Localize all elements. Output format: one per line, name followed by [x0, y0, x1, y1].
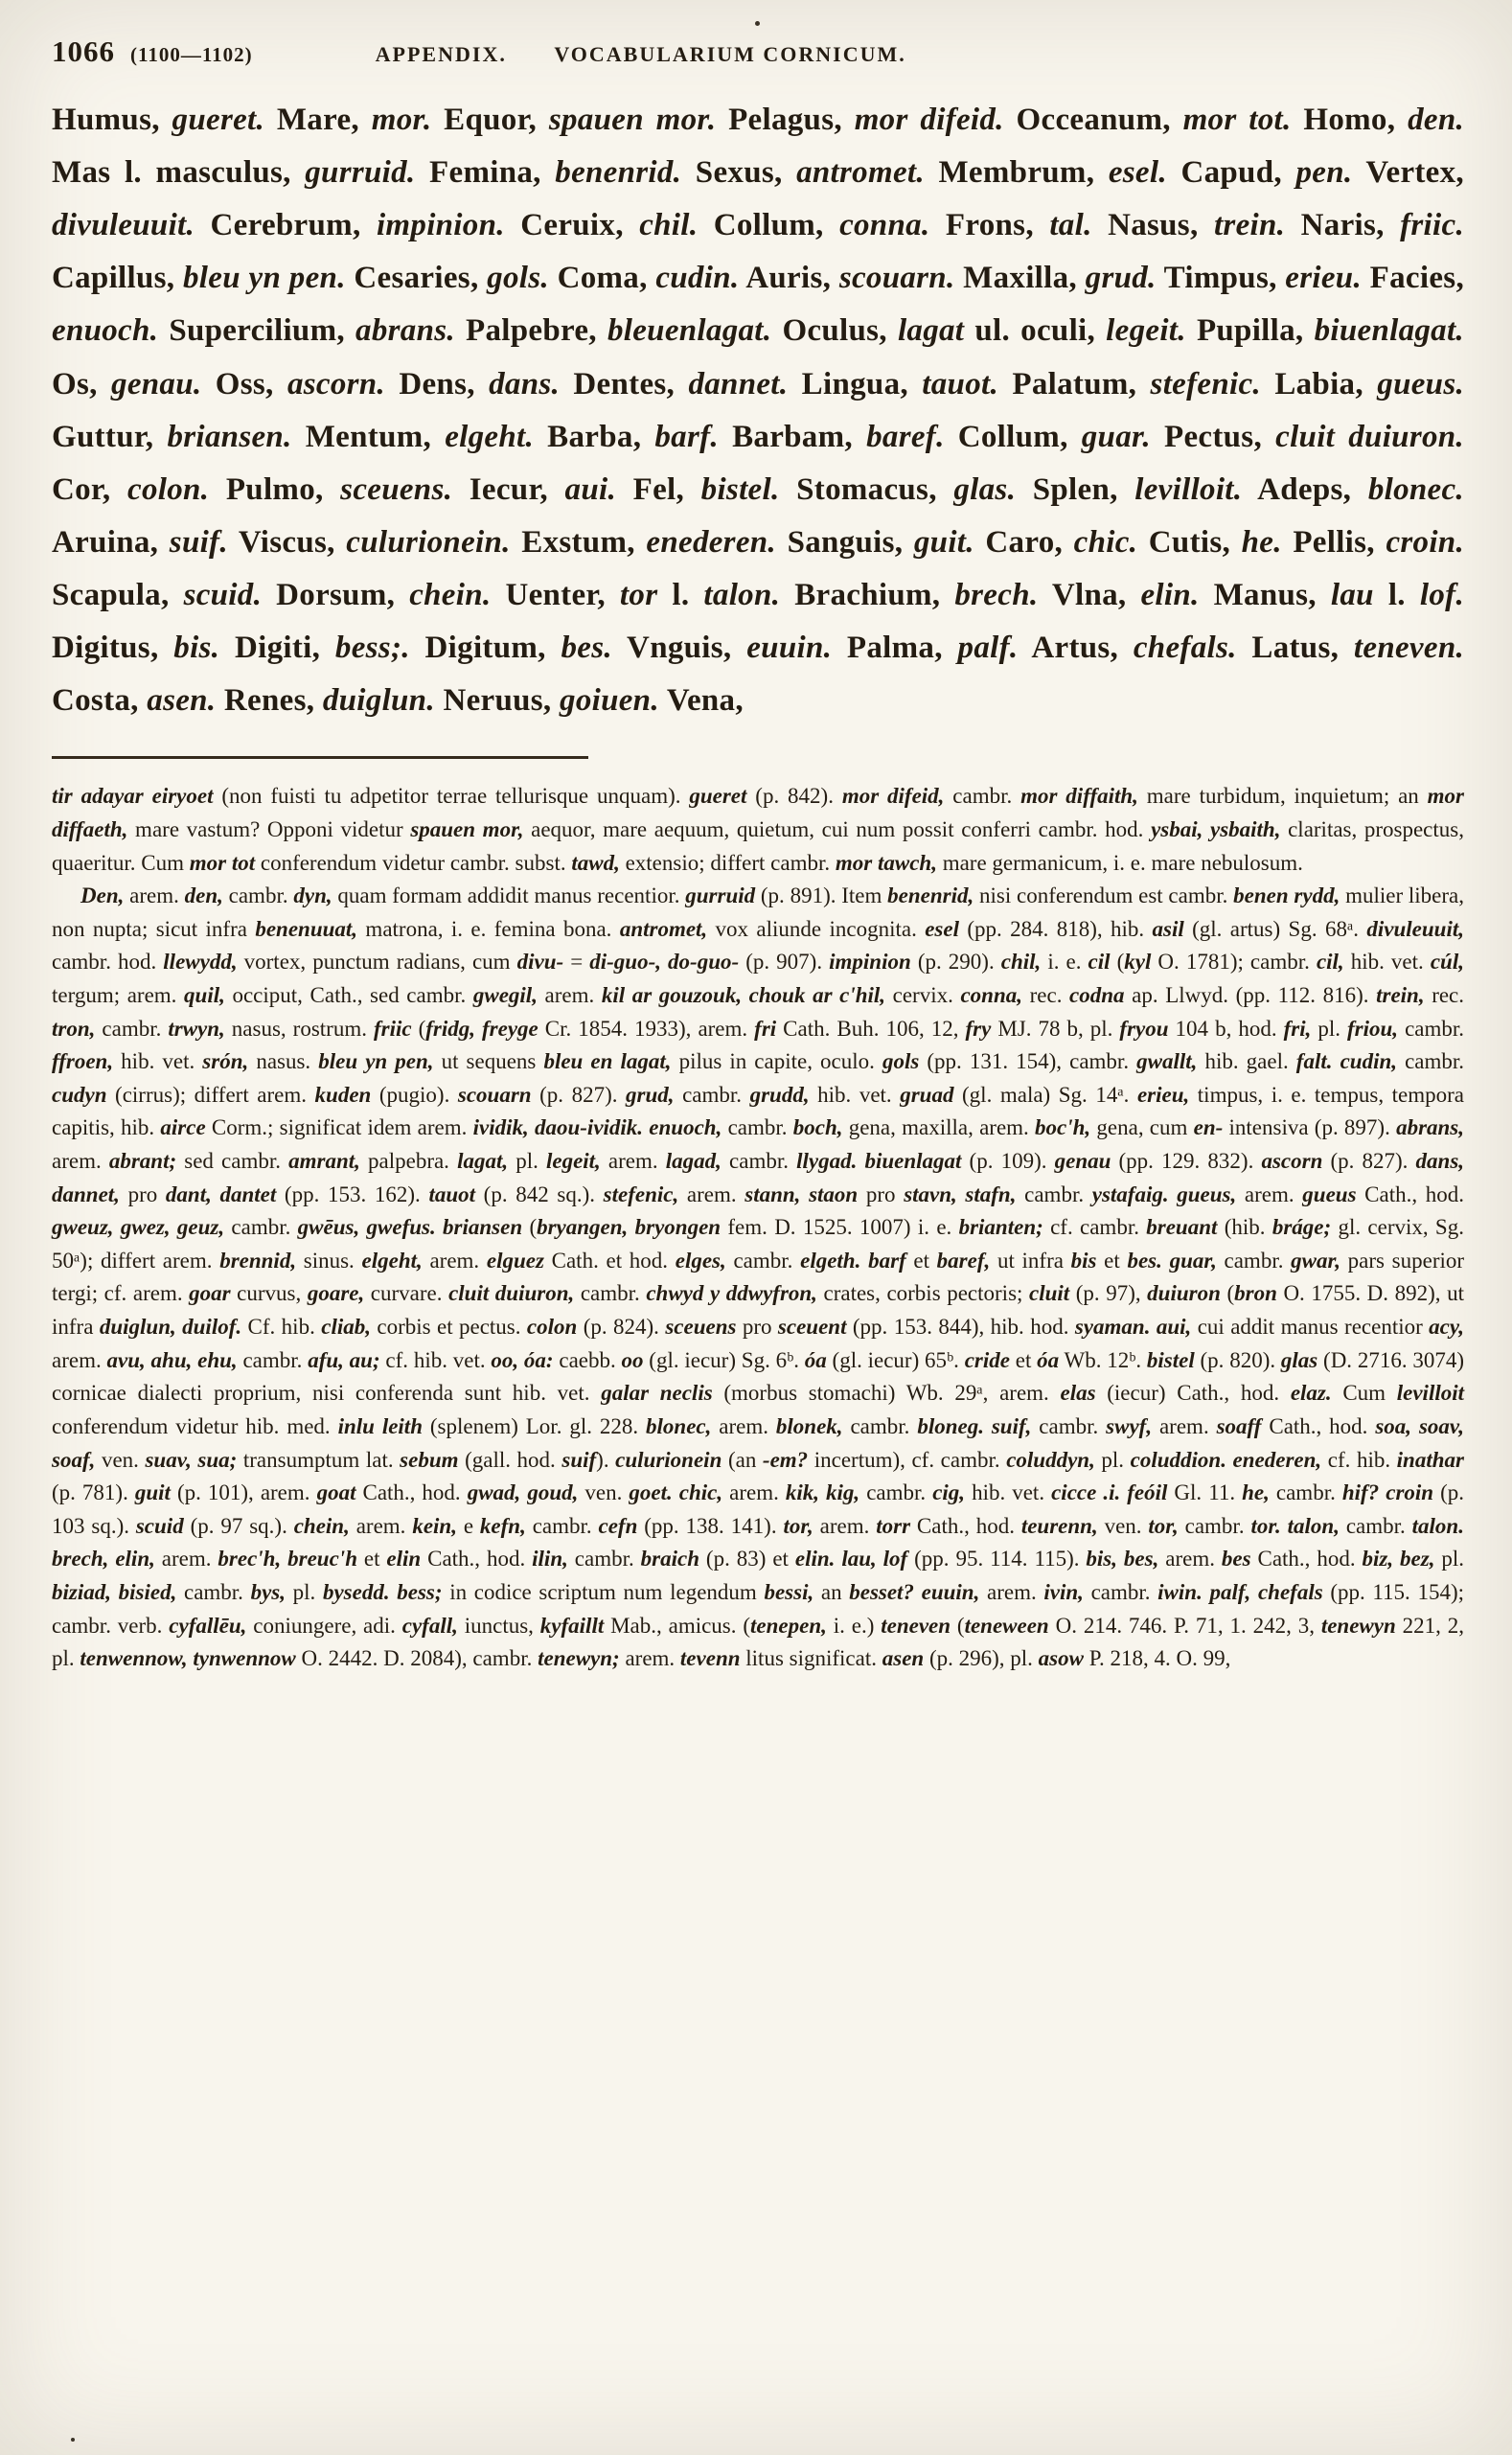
running-title: [376, 42, 906, 67]
footnotes-block: [52, 780, 1464, 1675]
scan-artifact-dot-bottom: [71, 2438, 75, 2442]
footnote-paragraph-2: Den, arem. den, cambr. dyn, quam formam addidit manus recentior. gurruid (p. 891). Item benenrid, nisi conferendum est cambr. benen rydd, mulier libera, non nupta; sicut infra benenuuat, matrona, i. e. femina bona. antromet, vox aliunde incognita. esel (pp. 284. 818), hib. asil (gl. artus) Sg. 68ᵃ. divuleuuit, cambr. hod. llewydd, vortex, punctum radians, cum divu- = di-guo-, do-guo- (p. 907). impinion (p. 290). chil, i. e. cil (kyl O. 1781); cambr. cil, hib. vet. cúl, tergum; arem. quil, occiput, Cath., sed cambr. gwegil, arem. kil ar gouzouk, chouk ar c'hil, cervix. conna, rec. codna ap. Llwyd. (pp. 112. 816). trein, rec. tron, cambr. trwyn, nasus, rostrum. friic (fridg, freyge Cr. 1854. 1933), arem. fri Cath. Buh. 106, 12, fry MJ. 78 b, pl. fryou 104 b, hod. fri, pl. friou, cambr. ffroen, hib. vet. srón, nasus. bleu yn pen, ut sequens bleu en lagat, pilus in capite, oculo. gols (pp. 131. 154), cambr. gwallt, hib. gael. falt. cudin, cambr. cudyn (cirrus); differt arem. kuden (pugio). scouarn (p. 827). grud, cambr. grudd, hib. vet. gruad (gl. mala) Sg. 14ᵃ. erieu, timpus, i. e. tempus, tempora capitis, hib. airce Corm.; significat idem arem. ividik, daou-ividik. enuoch, cambr. boch, gena, maxilla, arem. boc'h, gena, cum en- intensiva (p. 897). abrans, arem. abrant; sed cambr. amrant, palpebra. lagat, pl. legeit, arem. lagad, cambr. llygad. biuenlagat (p. 109). genau (pp. 129. 832). ascorn (p. 827). dans, dannet, pro dant, dantet (pp. 153. 162). tauot (p. 842 sq.). stefenic, arem. stann, staon pro stavn, stafn, cambr. ystafaig. gueus, arem. gueus Cath., hod. gweuz, gwez, geuz, cambr. gwēus, gwefus. briansen (bryangen, bryongen fem. D. 1525. 1007) i. e. brianten; cf. cambr. breuant (hib. bráge; gl. cervix, Sg. 50ᵃ); differt arem. brennid, sinus. elgeht, arem. elguez Cath. et hod. elges, cambr. elgeth. barf et baref, ut infra bis et bes. guar, cambr. gwar, pars superior tergi; cf. arem. goar curvus, goare, curvare. cluit duiuron, cambr. chwyd y ddwyfron, crates, corbis pectoris; cluit (p. 97), duiuron (bron O. 1755. D. 892), ut infra duiglun, duilof. Cf. hib. cliab, corbis et pectus. colon (p. 824). sceuens pro sceuent (pp. 153. 844), hib. hod. syaman. aui, cui addit manus recentior acy, arem. avu, ahu, ehu, cambr. afu, au; cf. hib. vet. oo, óa: caebb. oo (gl. iecur) Sg. 6ᵇ. óa (gl. iecur) 65ᵇ. cride et óa Wb. 12ᵇ. bistel (p. 820). glas (D. 2716. 3074) cornicae dialecti proprium, nisi conferenda sunt hib. vet. galar neclis (morbus stomachi) Wb. 29ᵃ, arem. elas (iecur) Cath., hod. elaz. Cum levilloit conferendum videtur hib. med. inlu leith (splenem) Lor. gl. 228. blonec, arem. blonek, cambr. bloneg. suif, cambr. swyf, arem. soaff Cath., hod. soa, soav, soaf, ven. suav, sua; transumptum lat. sebum (gall. hod. suif). culurionein (an -em? incertum), cf. cambr. coluddyn, pl. coluddion. enederen, cf. hib. inathar (p. 781). guit (p. 101), arem. goat Cath., hod. gwad, goud, ven. goet. chic, arem. kik, kig, cambr. cig, hib. vet. cicce .i. feóil Gl. 11. he, cambr. hif? croin (p. 103 sq.). scuid (p. 97 sq.). chein, arem. kein, e kefn, cambr. cefn (pp. 138. 141). tor, arem. torr Cath., hod. teurenn, ven. tor, cambr. tor. talon, cambr. talon. brech, elin, arem. brec'h, breuc'h et elin Cath., hod. ilin, cambr. braich (p. 83) et elin. lau, lof (pp. 95. 114. 115). bis, bes, arem. bes Cath., hod. biz, bez, pl. biziad, bisied, cambr. bys, pl. bysedd. bess; in codice scriptum num legendum bessi, an besset? euuin, arem. ivin, cambr. iwin. palf, chefals (pp. 115. 154); cambr. verb. cyfallēu, coniungere, adi. cyfall, iunctus, kyfaillt Mab., amicus. (tenepen, i. e.) teneven (teneween O. 214. 746. P. 71, 1. 242, 3, tenewyn 221, 2, pl. tenwennow, tynwennow O. 2442. D. 2084), cambr. tenewyn; arem. tevenn litus significat. asen (p. 296), pl. asow P. 218, 4. O. 99,: [52, 883, 1465, 1671]
column-range: (1100—1102): [130, 43, 253, 66]
page-header: [52, 34, 1464, 69]
footnote-paragraph-1: tir adayar eiryoet (non fuisti tu adpetitor terrae tellurisque unquam). gueret (p. 842). mor difeid, cambr. mor diffaith, mare turbidum, inquietum; an mor diffaeth, mare vastum? Opponi videtur spauen mor, aequor, mare aequum, quietum, cui num possit conferri cambr. hod. ysbai, ysbaith, claritas, prospectus, quaeritur. Cum mor tot conferendum videtur cambr. subst. tawd, extensio; differt cambr. mor tawch, mare germanicum, i. e. mare nebulosum.: [52, 784, 1464, 875]
vocabulary-text: Humus, gueret. Mare, mor. Equor, spauen mor. Pelagus, mor difeid. Occeanum, mor tot. Homo, den. Mas l. masculus, gurruid. Femina, benenrid. Sexus, antromet. Membrum, esel. Capud, pen. Vertex, divuleuuit. Cerebrum, impinion. Ceruix, chil. Collum, conna. Frons, tal. Nasus, trein. Naris, friic. Capillus, bleu yn pen. Cesaries, gols. Coma, cudin. Auris, scouarn. Maxilla, grud. Timpus, erieu. Facies, enuoch. Supercilium, abrans. Palpebre, bleuenlagat. Oculus, lagat ul. oculi, legeit. Pupilla, biuenlagat. Os, genau. Oss, ascorn. Dens, dans. Dentes, dannet. Lingua, tauot. Palatum, stefenic. Labia, gueus. Guttur, briansen. Mentum, elgeht. Barba, barf. Barbam, baref. Collum, guar. Pectus, cluit duiuron. Cor, colon. Pulmo, sceuens. Iecur, aui. Fel, bistel. Stomacus, glas. Splen, levilloit. Adeps, blonec. Aruina, suif. Viscus, culurionein. Exstum, enederen. Sanguis, guit. Caro, chic. Cutis, he. Pellis, croin. Scapula, scuid. Dorsum, chein. Uenter, tor l. talon. Brachium, brech. Vlna, elin. Manus, lau l. lof. Digitus, bis. Digiti, bess;. Digitum, bes. Vnguis, euuin. Palma, palf. Artus, chefals. Latus, teneven. Costa, asen. Renes, duiglun. Neruus, goiuen. Vena,: [52, 103, 1465, 719]
scan-artifact-dot-top: [755, 21, 760, 26]
page-number: 1066: [52, 34, 115, 68]
running-title-section: APPENDIX.: [375, 42, 507, 66]
running-title-work: VOCABULARIUM CORNICUM.: [554, 42, 906, 66]
footnote-separator-rule: [52, 756, 588, 759]
main-text-block: [52, 94, 1464, 727]
